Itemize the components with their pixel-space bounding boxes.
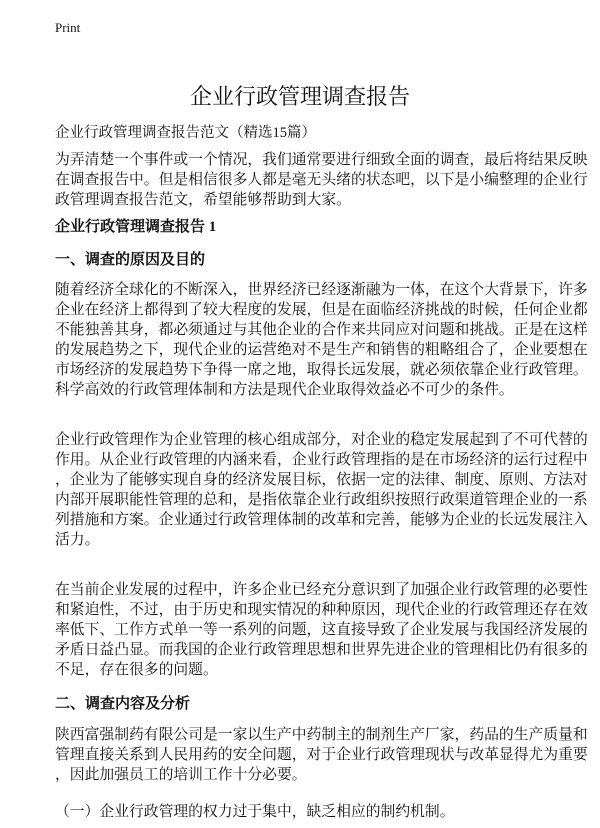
section-heading-1: 一、调查的原因及目的: [55, 252, 206, 268]
text-line: 矛盾日益凸显。而我国的企业行政管理思想和世界先进企业的管理相比仍有很多的: [55, 642, 588, 658]
paragraph-2: [55, 430, 588, 550]
subtitle: 企业行政管理调查报告范文（精选15篇）: [55, 125, 316, 141]
text-line: ，企业为了能够实现自身的经济发展目标，依据一定的法律、制度、原则、方法对: [55, 472, 588, 488]
text-line: 率低下、工作方式单一等一系列的问题，这直接导致了企业发展与我国经济发展的: [55, 622, 588, 638]
text-line: 和紧迫性，不过，由于历史和现实情况的种种原因，现代企业的行政管理还存在效: [55, 602, 588, 618]
text-line: 不能独善其身，都必须通过与其他企业的合作来共同应对问题和挑战。正是在这样: [55, 322, 588, 338]
text-line: 活力。: [55, 532, 100, 548]
text-line: 列措施和方案。企业通过行政管理体制的改革和完善，能够为企业的长远发展注入: [55, 512, 588, 528]
text-line: 在调查报告中。但是相信很多人都是毫无头绪的状态吧，以下是小编整理的企业行: [55, 172, 588, 188]
text-line: 企业行政管理作为企业管理的核心组成部分，对企业的稳定发展起到了不可代替的: [55, 432, 588, 448]
text-line: 作用。从企业行政管理的内涵来看，企业行政管理指的是在市场经济的运行过程中: [55, 452, 588, 468]
page-title: 企业行政管理调查报告: [189, 85, 410, 110]
text-line: 管理直接关系到人民用药的安全问题，对于企业行政管理现状与改革显得尤为重要: [55, 747, 588, 763]
report-heading: 企业行政管理调查报告 1: [55, 219, 217, 235]
text-line: ，因此加强员工的培训工作十分必要。: [55, 767, 307, 783]
print-link[interactable]: Print: [55, 20, 81, 35]
text-line: 企业在经济上都得到了较大程度的发展，但是在面临经济挑战的时候，任何企业都: [55, 302, 588, 318]
list-item-1: （一）企业行政管理的权力过于集中，缺乏相应的制约机制。: [55, 804, 455, 820]
paragraph-4: [55, 725, 588, 785]
paragraph-1: [55, 280, 588, 400]
text-line: 的发展趋势之下，现代企业的运营绝对不是生产和销售的粗略组合了，企业要想在: [55, 342, 588, 358]
text-line: 政管理调查报告范文，希望能够帮助到大家。: [55, 192, 351, 208]
text-line: 陕西富强制药有限公司是一家以生产中药制主的制剂生产厂家，药品的生产质量和: [55, 727, 588, 743]
text-line: 内部开展职能性管理的总和，是指依靠企业行政组织按照行政渠道管理企业的一系: [55, 492, 588, 508]
text-line: 科学高效的行政管理体制和方法是现代企业取得效益必不可少的条件。: [55, 382, 514, 398]
text-line: 不足，存在很多的问题。: [55, 662, 218, 678]
text-line: 为弄清楚一个事件或一个情况，我们通常要进行细致全面的调查，最后将结果反映: [55, 152, 588, 168]
section-heading-2: 二、调查内容及分析: [55, 696, 191, 712]
text-line: 随着经济全球化的不断深入，世界经济已经逐渐融为一体，在这个大背景下，许多: [55, 282, 588, 298]
text-line: 市场经济的发展趋势下争得一席之地，取得长远发展，就必须依靠企业行政管理。: [55, 362, 588, 378]
intro-paragraph: [55, 150, 588, 210]
paragraph-3: [55, 580, 588, 680]
text-line: 在当前企业发展的过程中，许多企业已经充分意识到了加强企业行政管理的必要性: [55, 582, 588, 598]
